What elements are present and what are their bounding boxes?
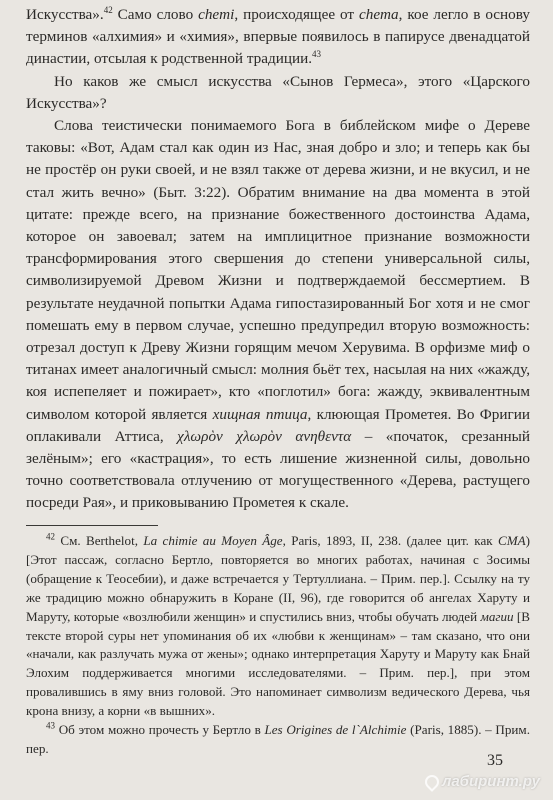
watermark-logo bbox=[425, 773, 540, 790]
text-run: (Paris, 1885). – Прим. пер. bbox=[26, 722, 530, 756]
paragraph bbox=[26, 115, 530, 515]
paragraph bbox=[26, 71, 530, 115]
italic-text: chemi bbox=[198, 6, 235, 23]
footnote bbox=[26, 721, 530, 759]
footnote bbox=[26, 532, 530, 721]
italic-text: χλωρὸν χλωρὸν ανηθεντα bbox=[177, 427, 352, 445]
labirint-logo-icon bbox=[422, 772, 442, 792]
footnotes bbox=[26, 532, 530, 759]
footnote-separator bbox=[26, 525, 158, 526]
text-run: Об этом можно прочесть у Бертло в bbox=[55, 722, 265, 738]
footnote-ref: 43 bbox=[312, 49, 322, 60]
italic-text: хищная птица bbox=[212, 405, 308, 423]
italic-text: Les Origines de l`Alchimie bbox=[264, 722, 407, 738]
text-run: , клюющая Прометея. Во Фригии оплакивали Аттиса, bbox=[26, 405, 530, 445]
text-run: , Paris, 1893, II, 238. (далее цит. как bbox=[282, 533, 498, 548]
text-run: ) [Этот пассаж, согласно Бертло, повторяется во многих работах, начиная с Зосимы (обращение к Теосебии), и даже встречается у Тертуллиана. – Прим. пер.]. Ссылку на ту же традицию можно обнаружить в Коране (II, 96), где говорится об ангелах Харуту и Маруту, которые «возлюбили женщин» и спустились вниз, чтобы обучать людей bbox=[26, 533, 530, 624]
italic-text: CMA bbox=[497, 533, 526, 548]
page-number: 35 bbox=[487, 752, 503, 769]
text-run: Но каков же смысл искусства «Сынов Гермеса», этого «Царского Искусства»? bbox=[26, 72, 530, 112]
footnote-ref: 43 bbox=[46, 720, 55, 731]
text-run: – «початок, срезанный зелёным»; его «кастрация», то есть лишение жизненной силы, довольно точно соответствовала отлучению от могущественного «Дерева, растущего посреди Рая», и приковыванию Прометея к скале. bbox=[26, 427, 530, 512]
text-run: Слова теистически понимаемого Бога в библейском мифе о Дереве таковы: «Вот, Адам стал как один из Нас, зная добро и зло; и теперь как бы не простёр он руки своей, и не взял также от дерева жизни, и не вкусил, и не стал жить вечно» (Быт. 3:22). Обратим внимание на два момента в этой цитате: прежде всего, на признание божественного достоинства Адама, которое он завоевал; затем на имплицитное признание возможности трансформирования этого свершения до степени универсальной силы, символизируемой Древом Жизни и подтверждаемой бессмертием. В результате неудачной попытки Адама гипостазированный Бог хотя и не смог помешать ему в первом случае, успешно предупредил вторую возможность: отрезал доступ к Древу Жизни горящим мечом Херувима. В орфизме миф о титанах имеет аналогичный смысл: молния бьёт тех, насылая на них «жажду, коя испепеляет и пожирает», кто «поглотил» бога: жажду, эквивалентным символом которой является bbox=[26, 117, 530, 423]
footnote-ref: 42 bbox=[46, 531, 55, 542]
paragraph bbox=[26, 4, 530, 71]
text-run: , происходящее от bbox=[234, 6, 359, 23]
text-run: [В тексте второй суры нет упоминания об их «любви к женщинам» – там сказано, что они «начали, как разлучать мужа от жены»; однако интерпретация Харуту и Маруту как Бнай Элохим поддерживается многими исследователями. – Прим. пер.], при этом провалившись в яму вниз головой. Это напоминает символизм ведического Дерева, чья крона внизу, а корни «в вышних». bbox=[26, 608, 531, 719]
main-text bbox=[26, 4, 530, 515]
watermark-text: лабиринт.ру bbox=[442, 773, 540, 790]
footnote-ref: 42 bbox=[103, 4, 113, 15]
text-run: Искусства». bbox=[26, 6, 104, 23]
text-run: Само слово bbox=[112, 6, 199, 23]
text-run: См. Berthelot, bbox=[55, 533, 144, 548]
italic-text: магии bbox=[480, 608, 514, 624]
italic-text: La chimie au Moyen Âge bbox=[143, 533, 283, 548]
text-run: , кое легло в основу терминов «алхимия» и «химия», впервые появилось в папирусе двенадцатой династии, отсылая к родственной традиции. bbox=[26, 6, 531, 68]
italic-text: chema bbox=[358, 6, 399, 23]
